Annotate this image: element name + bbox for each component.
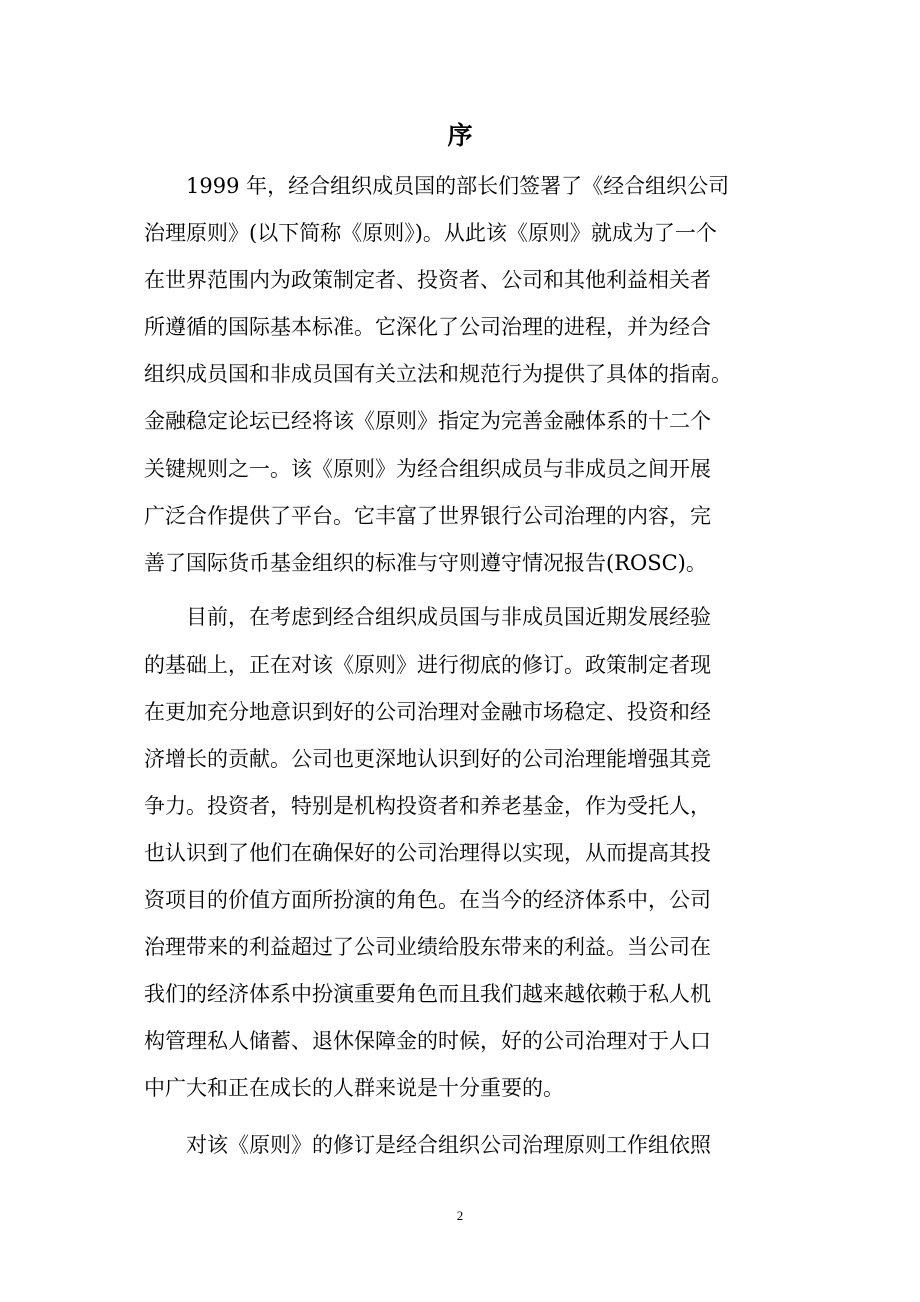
- page-title: 序: [447, 121, 473, 150]
- paragraph-line: 在更加充分地意识到好的公司治理对金融市场稳定、投资和经: [144, 700, 711, 724]
- page-number: 2: [456, 1208, 464, 1223]
- paragraph-line: 治理带来的利益超过了公司业绩给股东带来的利益。当公司在: [144, 935, 711, 959]
- paragraph-line: 的基础上，正在对该《原则》进行彻底的修订。政策制定者现: [144, 653, 711, 677]
- paragraph-line: 组织成员国和非成员国有关立法和规范行为提供了具体的指南。: [144, 362, 732, 386]
- paragraph-line: 也认识到了他们在确保好的公司治理得以实现，从而提高其投: [144, 841, 711, 865]
- paragraph-line: 金融稳定论坛已经将该《原则》指定为完善金融体系的十二个: [144, 409, 711, 433]
- paragraph-line: 中广大和正在成长的人群来说是十分重要的。: [144, 1076, 564, 1100]
- paragraph-line: 目前，在考虑到经合组织成员国与非成员国近期发展经验: [186, 605, 711, 629]
- paragraph-line: 善了国际货币基金组织的标准与守则遵守情况报告(ROSC)。: [144, 551, 707, 575]
- paragraph-line: 治理原则》(以下简称《原则》)。从此该《原则》就成为了一个: [144, 221, 717, 245]
- paragraph-line: 所遵循的国际基本标准。它深化了公司治理的进程，并为经合: [144, 315, 711, 339]
- paragraph-line: 广泛合作提供了平台。它丰富了世界银行公司治理的内容，完: [144, 504, 711, 528]
- paragraph-line: 在世界范围内为政策制定者、投资者、公司和其他利益相关者: [144, 268, 711, 292]
- paragraph-line: 构管理私人储蓄、退休保障金的时候，好的公司治理对于人口: [144, 1029, 711, 1053]
- paragraph-line: 争力。投资者，特别是机构投资者和养老基金，作为受托人，: [144, 794, 711, 818]
- paragraph-line: 济增长的贡献。公司也更深地认识到好的公司治理能增强其竞: [144, 747, 711, 771]
- paragraph-line: 关键规则之一。该《原则》为经合组织成员与非成员之间开展: [144, 457, 711, 481]
- paragraph-line: 资项目的价值方面所扮演的角色。在当今的经济体系中，公司: [144, 888, 711, 912]
- paragraph-line: 我们的经济体系中扮演重要角色而且我们越来越依赖于私人机: [144, 982, 711, 1006]
- paragraph-line: 1999 年，经合组织成员国的部长们签署了《经合组织公司: [186, 174, 730, 198]
- paragraph-line: 对该《原则》的修订是经合组织公司治理原则工作组依照: [186, 1133, 711, 1157]
